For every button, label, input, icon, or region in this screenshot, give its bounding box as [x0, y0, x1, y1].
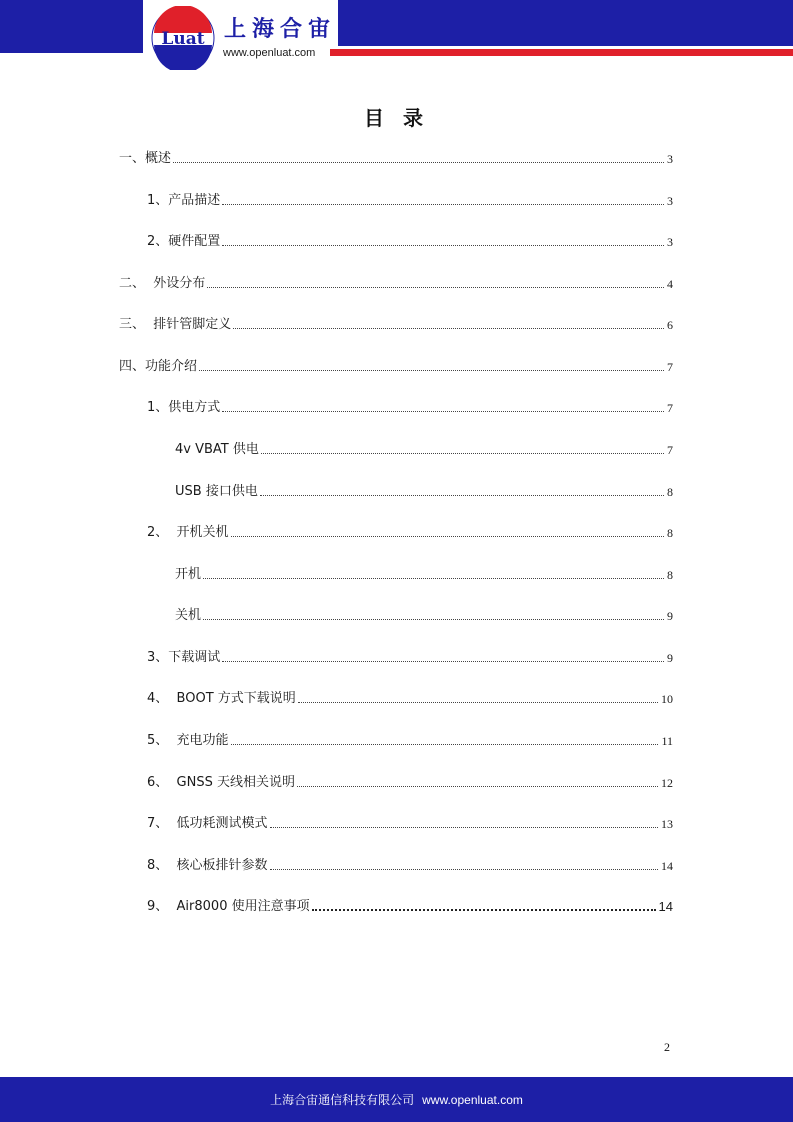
toc-entry[interactable] [119, 316, 673, 334]
toc-entry-page: 12 [661, 776, 673, 790]
luat-logo [151, 6, 215, 70]
footer-url[interactable]: www.openluat.com [422, 1092, 523, 1107]
toc-entry-label: 四、功能介绍 [119, 359, 198, 374]
toc-entry-label: 1、供电方式 [147, 400, 221, 415]
toc-dot-leader [222, 411, 664, 412]
toc-entry-page: 8 [667, 568, 673, 582]
toc-entry[interactable] [147, 774, 673, 792]
toc-entry[interactable] [175, 441, 673, 459]
toc-entry-page: 6 [667, 318, 673, 332]
toc-dot-leader [222, 204, 664, 205]
toc-dot-leader [312, 909, 656, 911]
toc-dot-leader [231, 536, 664, 537]
toc-dot-leader [203, 578, 664, 579]
footer-company: 上海合宙通信科技有限公司 [270, 1093, 415, 1107]
toc-dot-leader [270, 827, 658, 828]
toc-entry-page: 9 [667, 609, 673, 623]
toc-dot-leader [222, 245, 664, 246]
toc-entry-page: 4 [667, 277, 673, 291]
brand-name: 上海合宙 [224, 16, 337, 42]
toc-entry-label: 4v VBAT 供电 [175, 442, 259, 457]
toc-entry-page: 10 [661, 692, 673, 706]
toc-dot-leader [270, 869, 658, 870]
toc-dot-leader [233, 328, 664, 329]
toc-entry[interactable] [175, 607, 673, 625]
toc-entry[interactable] [147, 524, 673, 542]
logo-text: Luat [161, 29, 205, 49]
toc-entry-page: 8 [667, 526, 673, 540]
toc-entry[interactable] [147, 649, 673, 667]
toc-entry-page: 3 [667, 235, 673, 249]
toc-dot-leader [203, 619, 664, 620]
toc-entry-label: 三、 排针管脚定义 [119, 317, 232, 332]
toc-entry-label: 4、 BOOT 方式下载说明 [147, 691, 296, 706]
toc-entry[interactable] [175, 566, 673, 584]
page-number: 2 [664, 1040, 670, 1054]
toc-entry-page: 7 [667, 443, 673, 457]
toc-entry[interactable] [119, 358, 673, 376]
toc-entry-label: 5、 充电功能 [147, 733, 229, 748]
toc-entry[interactable] [147, 732, 673, 750]
brand-url: www.openluat.com [223, 47, 316, 59]
toc-entry-page: 3 [667, 194, 673, 208]
toc-entry-label: 8、 核心板排针参数 [147, 858, 268, 873]
toc-entry-label: 1、产品描述 [147, 193, 221, 208]
toc-entry-label: 二、 外设分布 [119, 276, 206, 291]
toc-entry[interactable] [147, 690, 673, 708]
toc-entry-label: 6、 GNSS 天线相关说明 [147, 775, 295, 790]
toc-entry[interactable] [119, 150, 673, 168]
toc-dot-leader [207, 287, 664, 288]
header-red-stripe [330, 49, 793, 56]
toc-entry-page: 8 [667, 485, 673, 499]
toc-entry[interactable] [147, 857, 673, 875]
toc-entry-label: 7、 低功耗测试模式 [147, 816, 268, 831]
toc-entry-page: 13 [661, 817, 673, 831]
toc-entry-label: 关机 [175, 608, 202, 623]
toc-entry-page: 7 [667, 360, 673, 374]
toc-dot-leader [298, 702, 658, 703]
toc-entry[interactable] [147, 233, 673, 251]
toc-entry-label: 9、 Air8000 使用注意事项 [147, 899, 310, 914]
toc-dot-leader [231, 744, 659, 745]
toc-entry-label: 3、下载调试 [147, 650, 221, 665]
toc-dot-leader [297, 786, 658, 787]
header-blue-block-left [0, 0, 143, 53]
toc-dot-leader [222, 661, 664, 662]
toc-entry-label: USB 接口供电 [175, 484, 258, 499]
page-title: 目 录 [364, 106, 429, 130]
toc-entry-page: 7 [667, 401, 673, 415]
toc-entry-page: 3 [667, 152, 673, 166]
toc-entry-label: 2、硬件配置 [147, 234, 221, 249]
toc-dot-leader [261, 453, 664, 454]
toc-entry-page: 14 [658, 899, 673, 914]
toc-entry[interactable] [119, 275, 673, 293]
toc-entry-label: 一、概述 [119, 151, 172, 166]
toc-entry[interactable] [147, 399, 673, 417]
toc-dot-leader [199, 370, 664, 371]
toc-entry-page: 14 [661, 859, 673, 873]
header-blue-bar [338, 0, 793, 46]
toc-entry[interactable] [147, 192, 673, 210]
toc-entry[interactable] [147, 898, 673, 916]
toc-entry-page: 9 [667, 651, 673, 665]
toc-dot-leader [260, 495, 664, 496]
footer-bar [0, 1077, 793, 1122]
toc-entry[interactable] [175, 483, 673, 501]
toc-entry-label: 开机 [175, 567, 202, 582]
toc-entry-label: 2、 开机关机 [147, 525, 229, 540]
toc-entry-page: 11 [661, 734, 673, 748]
toc-dot-leader [173, 162, 664, 163]
toc-entry[interactable] [147, 815, 673, 833]
